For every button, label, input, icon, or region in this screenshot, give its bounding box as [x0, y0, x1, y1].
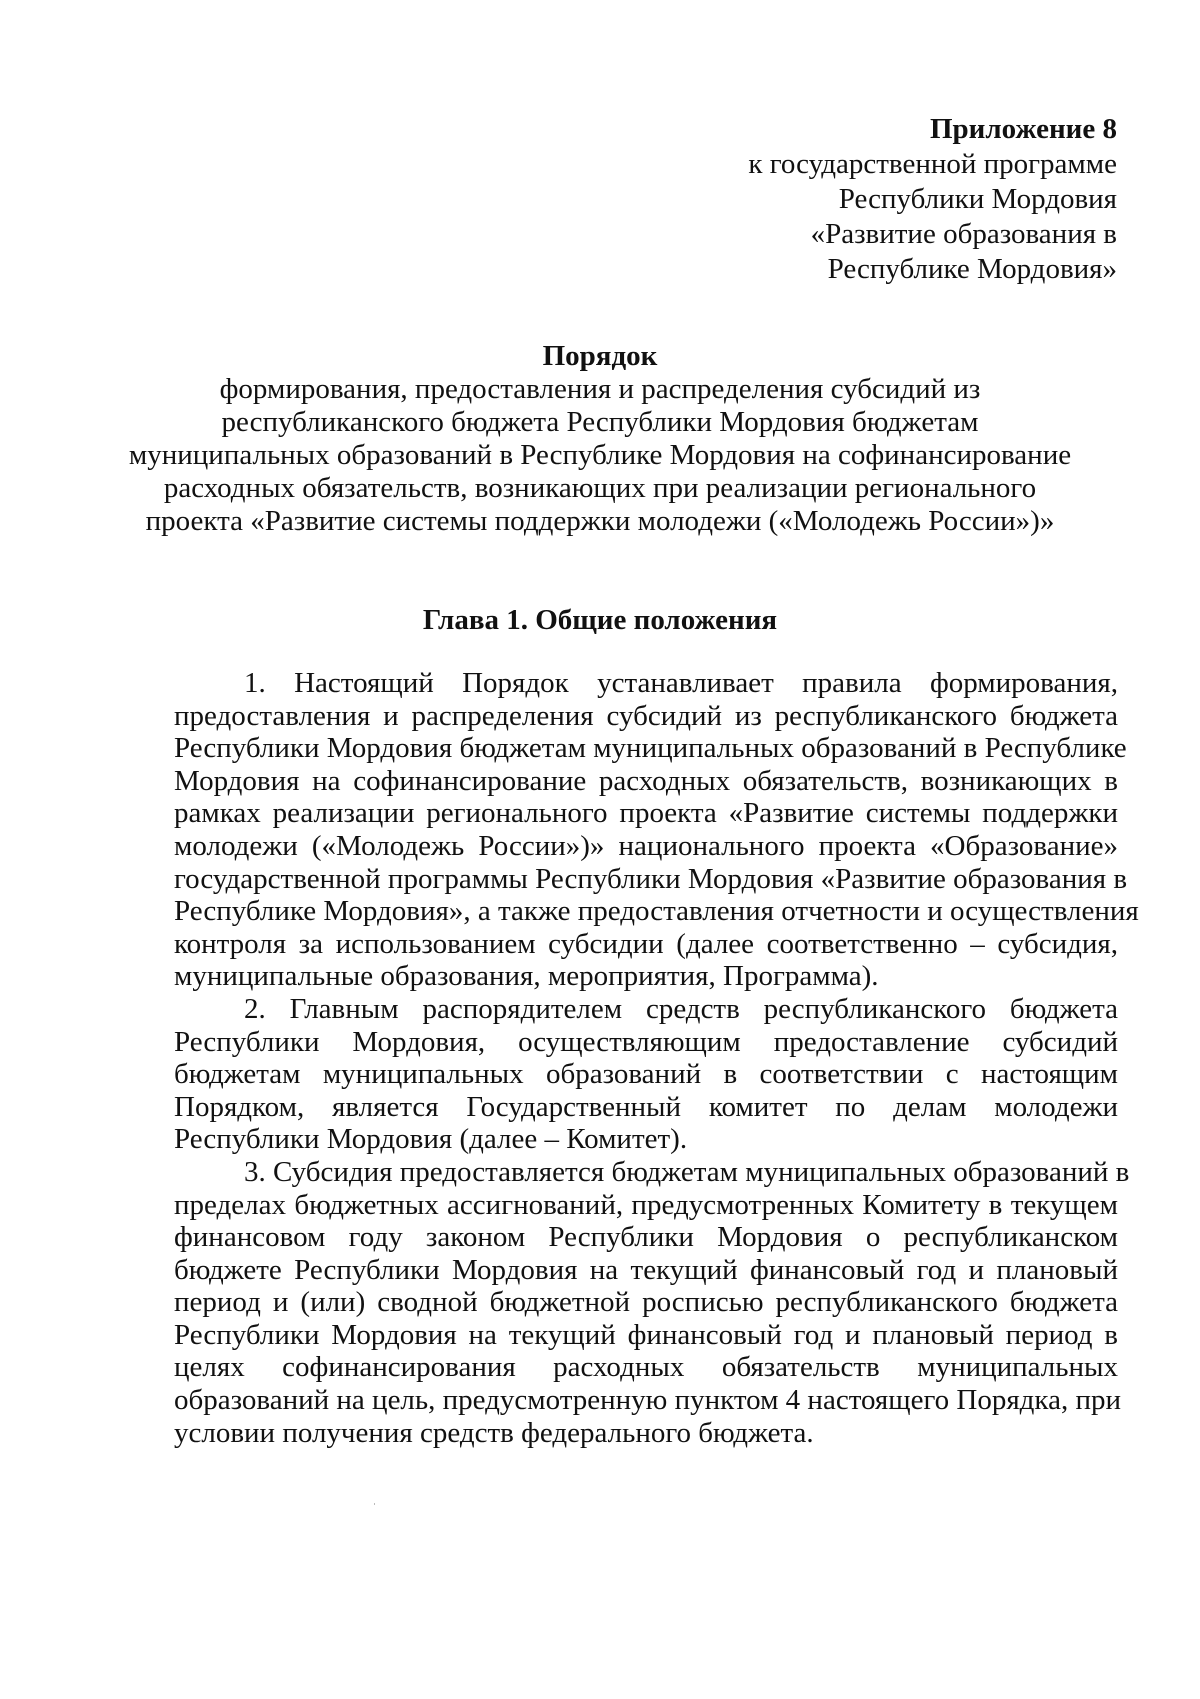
appendix-block [597, 112, 1117, 287]
title-line: проекта «Развитие системы поддержки молодежи («Молодежь России»)» [145, 505, 1055, 537]
title-line: республиканского бюджета Республики Мордовия бюджетам [221, 406, 979, 438]
paragraph-line: 3. Субсидия предоставляется бюджетам муниципальных образований в [244, 1155, 1130, 1188]
appendix-line: «Развитие образования в [810, 218, 1117, 250]
title-line: расходных обязательств, возникающих при реализации регионального [163, 472, 1037, 504]
paragraph-line: государственной программы Республики Мордовия «Развитие образования в [174, 862, 1128, 895]
paragraph-3 [174, 1155, 1130, 1449]
appendix-number: Приложение 8 [930, 113, 1117, 145]
paragraph-line: Порядком, является Государственный комитет по делам молодежи [174, 1090, 1118, 1123]
paragraph-line: рамках реализации регионального проекта «Развитие системы поддержки [174, 797, 1118, 830]
paragraph-line: образований на цель, предусмотренную пунктом 4 настоящего Порядка, при [174, 1384, 1121, 1417]
document-title [120, 340, 1080, 538]
paragraph-line: Республики Мордовия (далее – Комитет). [174, 1123, 688, 1156]
paragraph-line: целях софинансирования расходных обязательств муниципальных [174, 1351, 1118, 1384]
chapter-heading: Глава 1. Общие положения [422, 604, 778, 636]
paragraph-line: контроля за использованием субсидии (далее соответственно – субсидия, [174, 927, 1118, 960]
paragraph-line: пределах бюджетных ассигнований, предусмотренных Комитету в текущем [174, 1188, 1118, 1221]
paragraph-line: бюджете Республики Мордовия на текущий финансовый год и плановый [174, 1253, 1118, 1286]
paragraph-line: 1. Настоящий Порядок устанавливает правила формирования, [244, 667, 1118, 699]
paragraph-line: муниципальные образования, мероприятия, Программа). [174, 960, 879, 993]
paragraph-line: финансовом году законом Республики Мордовия о республиканском [174, 1221, 1118, 1254]
paragraph-line: Республики Мордовия бюджетам муниципальных образований в Республике [174, 732, 1127, 765]
body-text [174, 667, 1139, 1449]
appendix-line: к государственной программе [748, 148, 1117, 180]
title-line: муниципальных образований в Республике Мордовия на софинансирование [128, 439, 1072, 471]
paragraph-line: Республики Мордовия на текущий финансовый год и плановый период в [174, 1318, 1118, 1351]
title-line: формирования, предоставления и распределения субсидий из [219, 373, 981, 405]
paragraph-1 [174, 667, 1139, 993]
scan-speck [374, 1503, 375, 1505]
paragraph-line: условии получения средств федерального бюджета. [174, 1416, 814, 1449]
appendix-line: Республики Мордовия [838, 183, 1117, 215]
paragraph-line: Республике Мордовия», а также предоставления отчетности и осуществления [174, 895, 1139, 928]
paragraph-line: период и (или) сводной бюджетной росписью республиканского бюджета [174, 1286, 1118, 1319]
paragraph-2 [174, 993, 1118, 1156]
paragraph-line: Мордовия на софинансирование расходных обязательств, возникающих в [174, 764, 1118, 797]
paragraph-line: Республики Мордовия, осуществляющим предоставление субсидий [174, 1025, 1118, 1058]
paragraph-line: бюджетам муниципальных образований в соответствии с настоящим [174, 1058, 1118, 1091]
title-heading: Порядок [542, 340, 658, 372]
paragraph-line: молодежи («Молодежь России»)» национального проекта «Образование» [174, 829, 1118, 862]
paragraph-line: предоставления и распределения субсидий из республиканского бюджета [174, 699, 1118, 732]
appendix-line: Республике Мордовия» [827, 253, 1117, 285]
paragraph-line: 2. Главным распорядителем средств республиканского бюджета [244, 992, 1118, 1025]
